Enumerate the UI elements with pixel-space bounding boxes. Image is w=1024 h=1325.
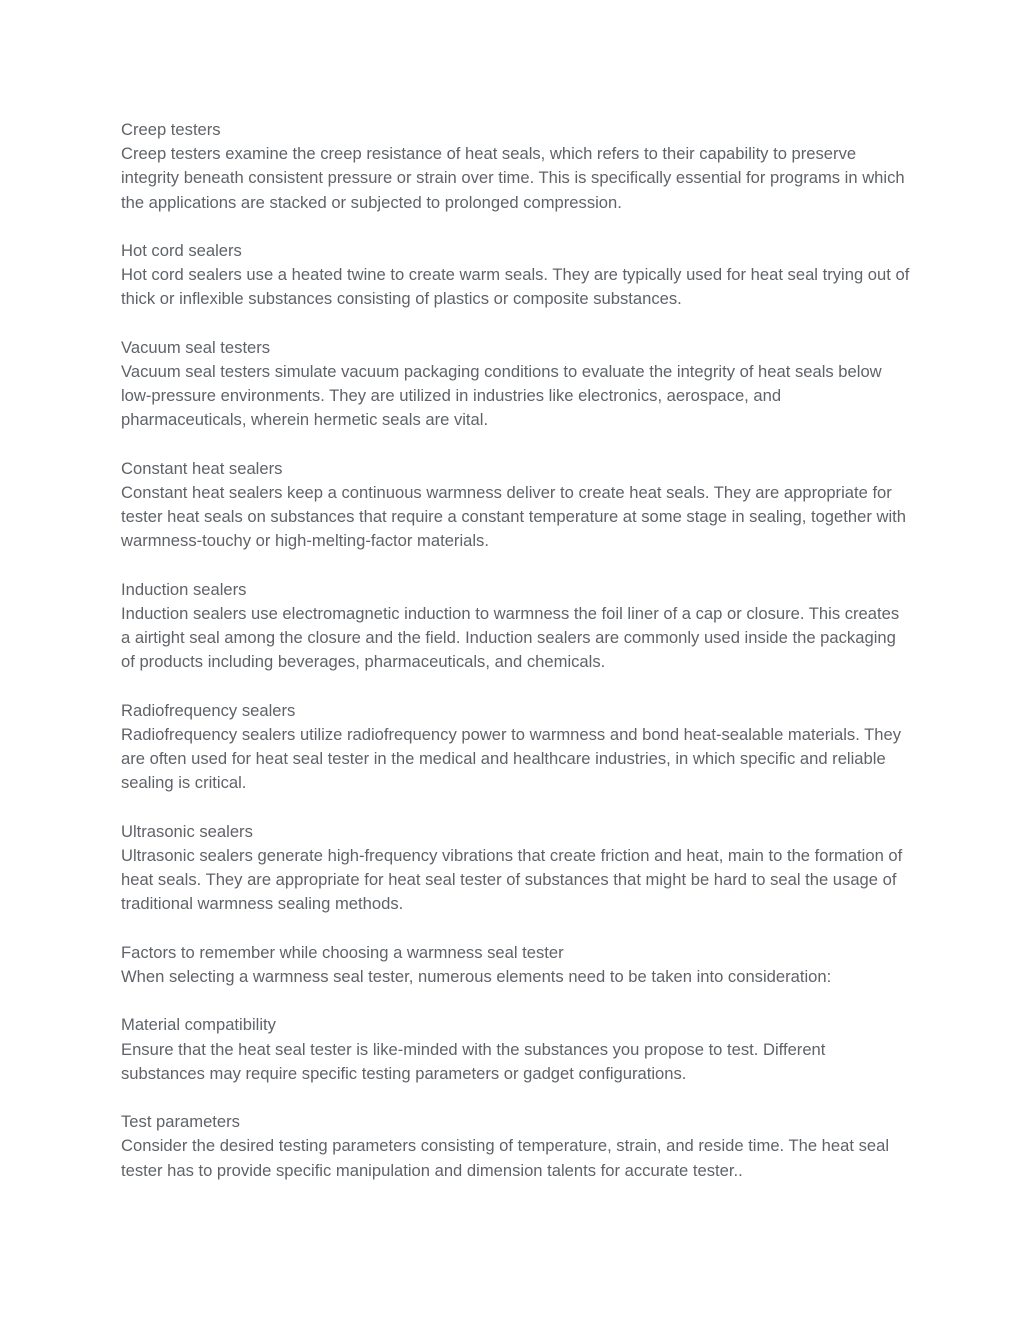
section-paragraph: Radiofrequency sealers utilize radiofrequency power to warmness and bond heat-sealable materials. They are often used for heat seal tester in the medical and healthcare industries, in which specific and reliable sealing is critical. <box>121 725 902 793</box>
section-heading: Vacuum seal testers <box>121 337 271 357</box>
section-radiofrequency-sealers <box>121 699 911 796</box>
section-heading: Factors to remember while choosing a warmness seal tester <box>121 942 564 962</box>
section-vacuum-seal-testers <box>121 336 911 433</box>
section-heading: Material compatibility <box>121 1015 276 1035</box>
section-hot-cord-sealers <box>121 239 911 312</box>
section-paragraph: Ensure that the heat seal tester is like-minded with the substances you propose to test. Different substances may require specific testing parameters or gadget configurations. <box>121 1039 826 1083</box>
document-page <box>121 118 911 1207</box>
section-paragraph: Creep testers examine the creep resistance of heat seals, which refers to their capability to preserve integrity beneath consistent pressure or strain over time. This is specifically essential for programs in which the applications are stacked or subjected to prolonged compression. <box>121 144 905 212</box>
section-constant-heat-sealers <box>121 457 911 554</box>
section-paragraph: Consider the desired testing parameters consisting of temperature, strain, and reside time. The heat seal tester has to provide specific manipulation and dimension talents for accurate tester.. <box>121 1136 890 1180</box>
section-paragraph: Hot cord sealers use a heated twine to create warm seals. They are typically used for heat seal trying out of thick or inflexible substances consisting of plastics or composite substances. <box>121 265 910 309</box>
section-induction-sealers <box>121 578 911 675</box>
section-paragraph: Induction sealers use electromagnetic induction to warmness the foil liner of a cap or closure. This creates a airtight seal among the closure and the field. Induction sealers are commonly used inside the packaging of products including beverages, pharmaceuticals, and chemicals. <box>121 604 900 672</box>
section-factors <box>121 941 911 989</box>
section-heading: Test parameters <box>121 1112 240 1132</box>
section-heading: Hot cord sealers <box>121 241 242 260</box>
section-material-compatibility <box>121 1013 911 1086</box>
section-heading: Induction sealers <box>121 579 247 599</box>
section-paragraph: When selecting a warmness seal tester, numerous elements need to be taken into consideration: <box>121 967 832 986</box>
section-heading: Ultrasonic sealers <box>121 821 253 841</box>
section-ultrasonic-sealers <box>121 820 911 917</box>
section-heading: Radiofrequency sealers <box>121 700 296 720</box>
section-creep-testers <box>121 118 911 215</box>
section-heading: Constant heat sealers <box>121 458 283 478</box>
section-paragraph: Ultrasonic sealers generate high-frequency vibrations that create friction and heat, main to the formation of heat seals. They are appropriate for heat seal tester of substances that might be hard to seal the usage of traditional warmness sealing methods. <box>121 846 903 914</box>
section-heading: Creep testers <box>121 120 221 139</box>
section-paragraph: Vacuum seal testers simulate vacuum packaging conditions to evaluate the integrity of heat seals below low-pressure environments. They are utilized in industries like electronics, aerospace, and pharmaceuticals, wherein hermetic seals are vital. <box>121 362 882 430</box>
section-test-parameters <box>121 1110 911 1183</box>
section-paragraph: Constant heat sealers keep a continuous warmness deliver to create heat seals. They are appropriate for tester heat seals on substances that require a constant temperature at some stage in sealing, together with warmness-touchy or high-melting-factor materials. <box>121 483 906 551</box>
